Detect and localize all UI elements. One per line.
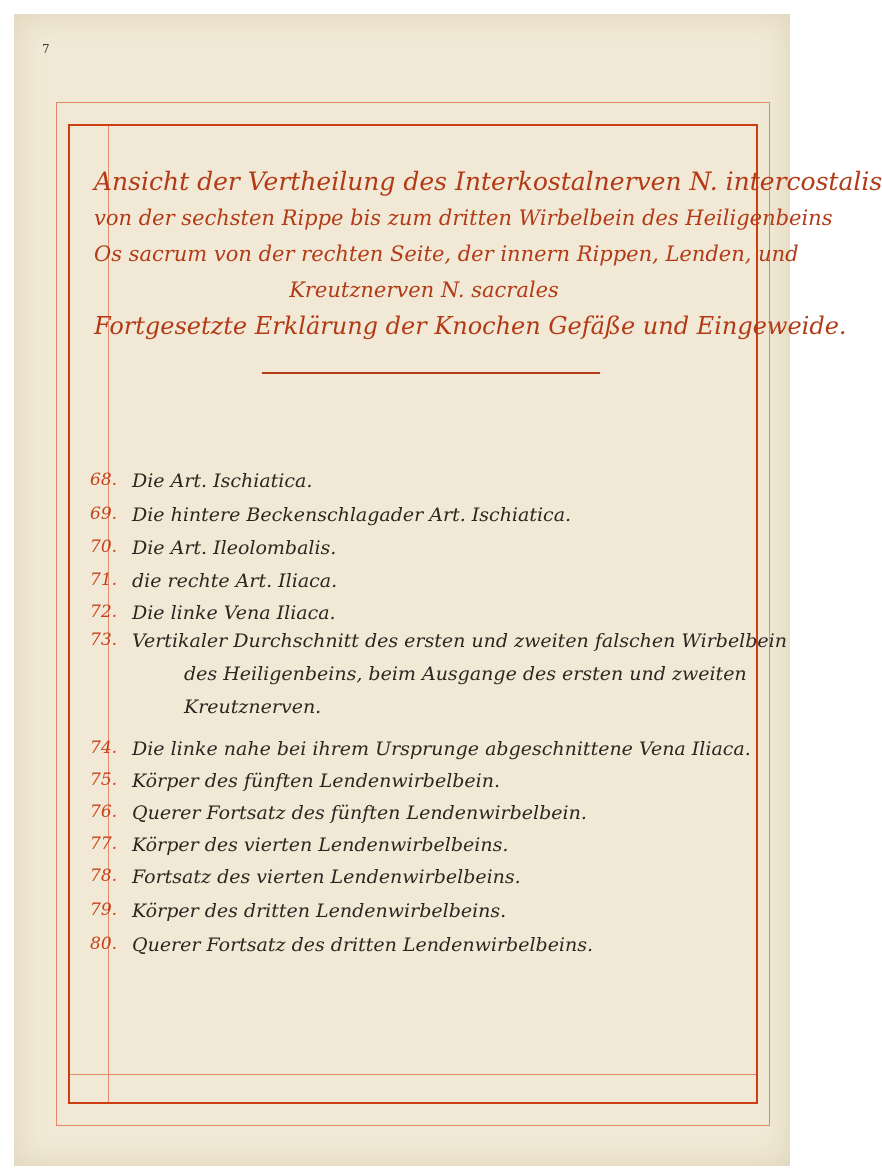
entry-number: 73. bbox=[90, 630, 118, 650]
bottom-rule bbox=[70, 1074, 756, 1075]
title-block bbox=[94, 164, 882, 344]
entry-text: Querer Fortsatz des dritten Lendenwirbelbeins. bbox=[132, 934, 594, 956]
entry-text: Querer Fortsatz des fünften Lendenwirbelbein. bbox=[132, 802, 587, 824]
entry-number: 79. bbox=[90, 900, 118, 920]
manuscript-page bbox=[14, 14, 882, 1166]
entry-number: 76. bbox=[90, 802, 118, 822]
title-line-4: Kreutznerven N. sacrales bbox=[289, 278, 559, 302]
entry-text: Körper des dritten Lendenwirbelbeins. bbox=[132, 900, 507, 922]
entry-number: 75. bbox=[90, 770, 118, 790]
title-line-5: Fortgesetzte Erklärung der Knochen Gefäße und Eingeweide. bbox=[94, 312, 847, 340]
entry-number: 78. bbox=[90, 866, 118, 886]
entry-number: 72. bbox=[90, 602, 118, 622]
entry-text: Vertikaler Durchschnitt des ersten und zweiten falschen Wirbelbein bbox=[132, 630, 787, 652]
title-underline bbox=[262, 372, 600, 374]
entry-continuation-text: des Heiligenbeins, beim Ausgange des ersten und zweiten bbox=[184, 663, 747, 685]
entry-number: 74. bbox=[90, 738, 118, 758]
entry-text: Die Art. Ischiatica. bbox=[132, 470, 313, 492]
entry-number: 69. bbox=[90, 504, 118, 524]
entry-text: Die hintere Beckenschlagader Art. Ischiatica. bbox=[132, 504, 572, 526]
entry-text: Fortsatz des vierten Lendenwirbelbeins. bbox=[132, 866, 521, 888]
entry-number: 68. bbox=[90, 470, 118, 490]
entry-number: 70. bbox=[90, 537, 118, 557]
entry-text: die rechte Art. Iliaca. bbox=[132, 570, 338, 592]
page-mark: 7 bbox=[42, 42, 50, 56]
entry-text: Körper des vierten Lendenwirbelbeins. bbox=[132, 834, 509, 856]
entry-number: 77. bbox=[90, 834, 118, 854]
title-line-1: Ansicht der Vertheilung des Interkostalnerven N. intercostalis bbox=[94, 167, 882, 196]
title-line-3: Os sacrum von der rechten Seite, der innern Rippen, Lenden, und bbox=[94, 242, 799, 266]
entry-text: Die Art. Ileolombalis. bbox=[132, 537, 337, 559]
entry-text: Die linke nahe bei ihrem Ursprunge abgeschnittene Vena Iliaca. bbox=[132, 738, 751, 760]
entry-continuation-text: Kreutznerven. bbox=[184, 696, 322, 718]
entry-text: Körper des fünften Lendenwirbelbein. bbox=[132, 770, 501, 792]
title-line-2: von der sechsten Rippe bis zum dritten Wirbelbein des Heiligenbeins bbox=[94, 206, 833, 230]
entry-text: Die linke Vena Iliaca. bbox=[132, 602, 336, 624]
entry-number: 80. bbox=[90, 934, 118, 954]
entry-number: 71. bbox=[90, 570, 118, 590]
